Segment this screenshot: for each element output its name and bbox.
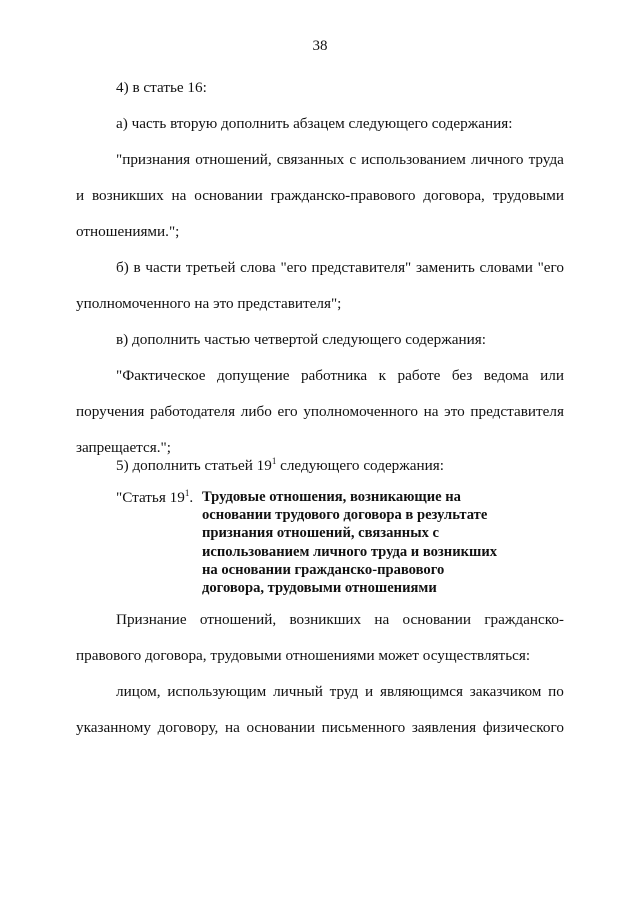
item-b-line1: б) в части третьей слова "его представителя" заменить словами "его [116, 259, 564, 276]
quote2-line2: поручения работодателя либо его уполномоченного на это представителя [76, 403, 564, 420]
article-label: "Статья $19^1$. [116, 487, 194, 506]
para2-line1: лицом, использующим личный труд и являющимся заказчиком по [116, 683, 564, 700]
item-b-line2: уполномоченного на это представителя"; [76, 295, 342, 312]
quote1-line2: и возникших на основании гражданско-правового договора, трудовыми [76, 187, 564, 204]
quote2-line1: "Фактическое допущение работника к работе без ведома или [116, 367, 564, 384]
para1-line2: правового договора, трудовыми отношениями может осуществляться: [76, 647, 531, 664]
item-4: 4) в статье 16: [116, 79, 207, 96]
page-number: 38 [312, 38, 328, 54]
item-v: в) дополнить частью четвертой следующего содержания: [116, 331, 486, 348]
item-a: а) часть вторую дополнить абзацем следующего содержания: [116, 115, 513, 132]
article-title: Трудовые отношения, возникающие на основании трудового договора в результате признания отношений, связанных с использованием личного труда и возникших на основании гражданско-правового договора, трудовыми отношениями [202, 489, 498, 597]
quote1-line3: отношениями."; [76, 223, 180, 240]
para2-line2: указанному договору, на основании письменного заявления физического [76, 719, 564, 736]
quote1-line1: "признания отношений, связанных с использованием личного труда [116, 151, 564, 168]
item-5: 5) дополнить статьей $19^1$ следующего содержания: [116, 455, 444, 474]
para1-line1: Признание отношений, возникших на основании гражданско- [116, 611, 564, 628]
quote2-line3: запрещается."; [76, 439, 171, 456]
